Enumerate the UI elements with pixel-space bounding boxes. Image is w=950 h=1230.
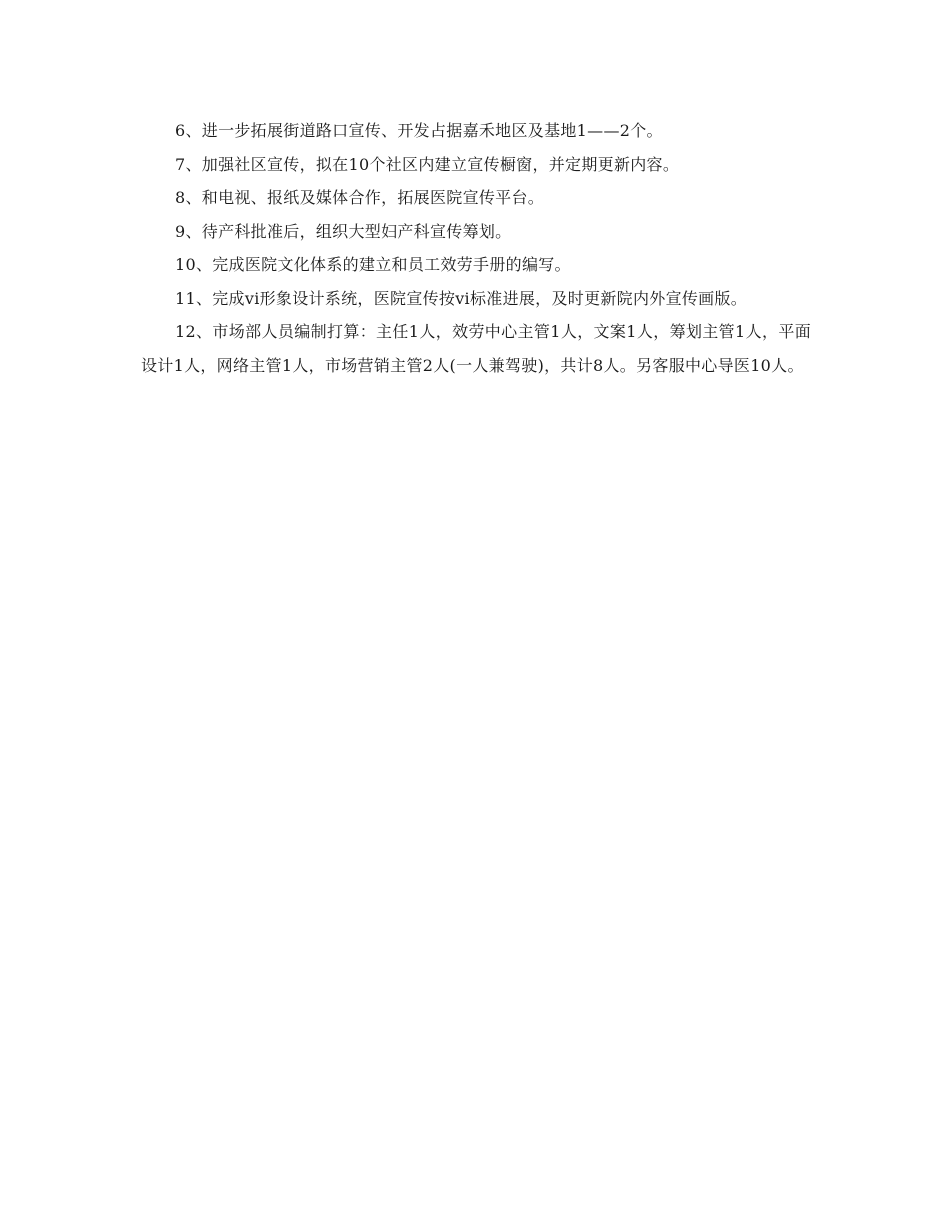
paragraph-item-6: 6、进一步拓展街道路口宣传、开发占据嘉禾地区及基地1——2个。 [175,121,663,140]
paragraph-item-11: 11、完成vi形象设计系统，医院宣传按vi标准进展，及时更新院内外宣传画版。 [175,288,748,308]
paragraph-item-10: 10、完成医院文化体系的建立和员工效劳手册的编写。 [175,255,571,274]
paragraph-item-7: 7、加强社区宣传，拟在10个社区内建立宣传橱窗，并定期更新内容。 [175,154,680,174]
paragraph-item-9: 9、待产科批准后，组织大型妇产科宣传筹划。 [175,221,512,241]
document-body [141,114,811,382]
paragraph-item-8: 8、和电视、报纸及媒体合作，拓展医院宣传平台。 [175,188,545,207]
paragraph-item-12: 12、市场部人员编制打算：主任1人，效劳中心主管1人，文案1人，筹划主管1人，平面设计1人，网络主管1人，市场营销主管2人(一人兼驾驶)，共计8人。另客服中心导医10人。 [141,322,811,375]
